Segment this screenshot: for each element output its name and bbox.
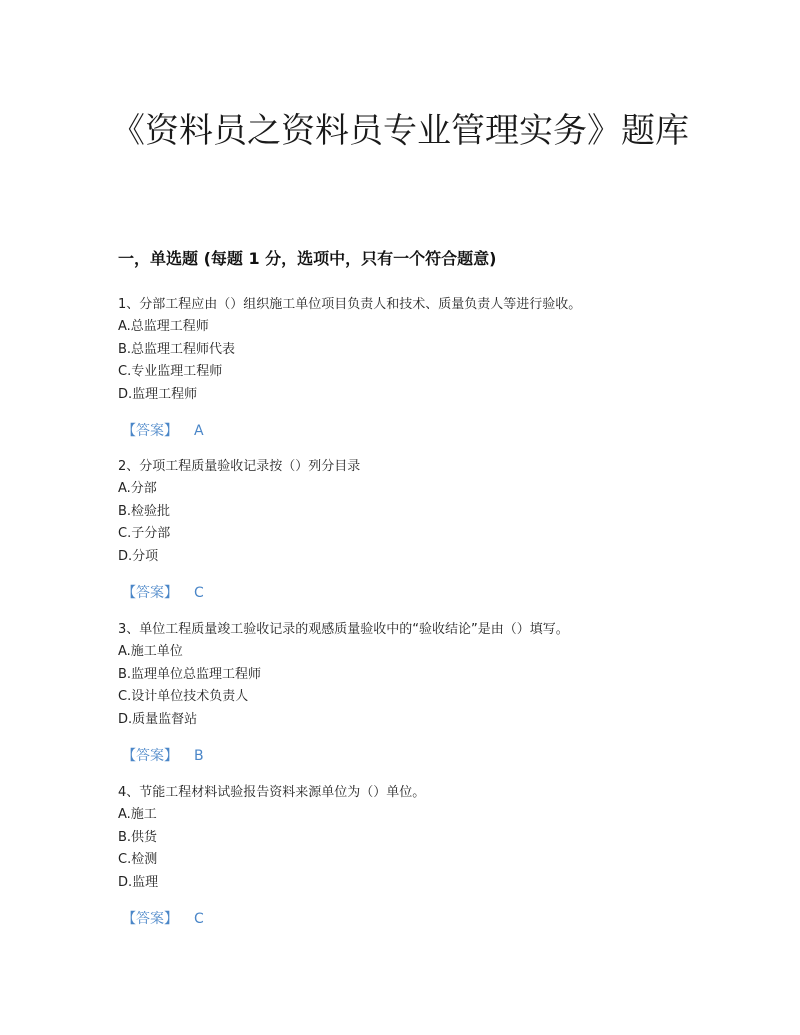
question-2: [118, 456, 718, 604]
option-b: B.检验批: [118, 503, 171, 519]
question-stem: 1、分部工程应由（）组织施工单位项目负责人和技术、质量负责人等进行验收。: [118, 297, 582, 312]
option-a: A.施工单位: [118, 644, 183, 659]
answer-line: [118, 745, 718, 767]
option-d: D.质量监督站: [118, 711, 198, 727]
option-d: D.监理: [118, 874, 159, 890]
answer-value: B: [194, 748, 204, 764]
option-c: C.检测: [118, 852, 158, 867]
option-c: C.设计单位技术负责人: [118, 689, 249, 704]
option-c: C.专业监理工程师: [118, 364, 223, 379]
option-b: B.总监理工程师代表: [118, 341, 236, 357]
answer-label: 【答案】: [122, 585, 178, 601]
question-stem: 3、单位工程质量竣工验收记录的观感质量验收中的“验收结论”是由（）填写。: [118, 622, 569, 637]
option-b: B.供货: [118, 829, 158, 845]
answer-value: A: [194, 423, 204, 439]
option-b: B.监理单位总监理工程师: [118, 666, 262, 682]
option-a: A.施工: [118, 807, 157, 822]
answer-value: C: [194, 585, 204, 601]
section-heading: 一，单选题 (每题 1 分，选项中，只有一个符合题意): [118, 249, 497, 268]
answer-label: 【答案】: [122, 423, 178, 439]
option-d: D.监理工程师: [118, 386, 198, 402]
option-d: D.分项: [118, 548, 159, 564]
answer-label: 【答案】: [122, 911, 178, 927]
option-c: C.子分部: [118, 526, 171, 541]
option-a: A.总监理工程师: [118, 319, 209, 334]
document-title: 《资料员之资料员专业管理实务》题库: [111, 111, 689, 151]
answer-value: C: [194, 911, 204, 927]
answer-line: [118, 908, 718, 930]
option-a: A.分部: [118, 481, 157, 496]
question-stem: 4、节能工程材料试验报告资料来源单位为（）单位。: [118, 785, 426, 800]
answer-line: [118, 420, 718, 442]
question-stem: 2、分项工程质量验收记录按（）列分目录: [118, 459, 361, 474]
question-4: [118, 782, 718, 930]
answer-label: 【答案】: [122, 748, 178, 764]
question-1: [118, 294, 718, 442]
answer-line: [118, 582, 718, 604]
question-3: [118, 619, 718, 767]
